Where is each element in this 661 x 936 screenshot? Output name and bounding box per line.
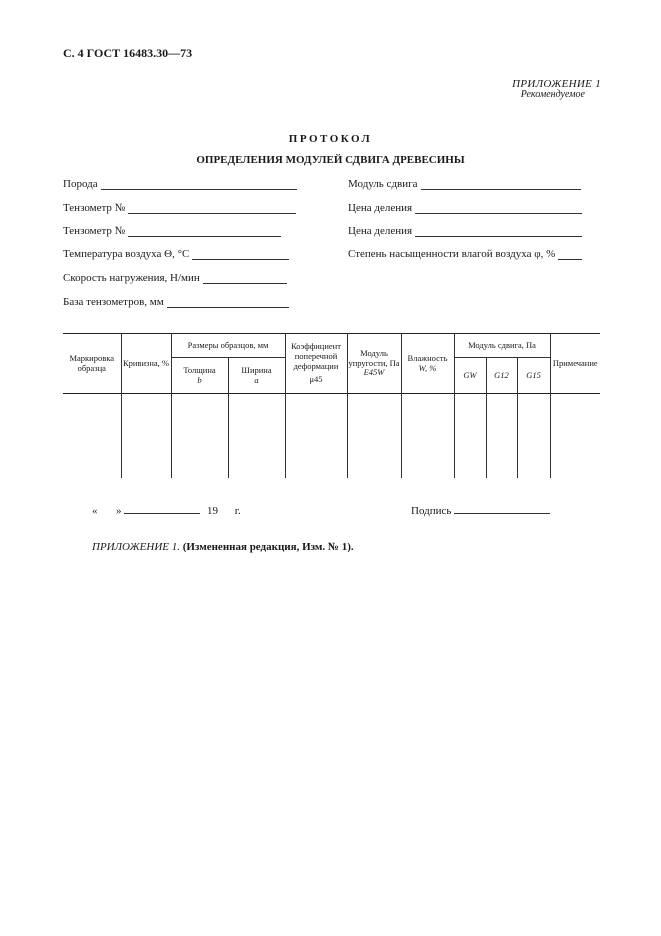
col-sizes: Размеры образцов, мм <box>171 334 285 358</box>
field-tensometer-base <box>63 296 289 308</box>
protocol-title: ПРОТОКОЛ <box>288 133 373 145</box>
col-poisson-label: Коэффициент поперечной деформации <box>291 340 341 371</box>
col-elastic <box>347 334 401 394</box>
cell-g15[interactable] <box>517 394 550 479</box>
field-shear-modulus <box>348 178 581 190</box>
col-moisture-label: Влажность <box>407 352 448 363</box>
day-fill[interactable] <box>100 504 113 514</box>
col-moisture <box>401 334 454 394</box>
fill-line[interactable] <box>415 225 582 237</box>
fill-line[interactable] <box>101 178 297 190</box>
col-moisture-symbol: W, % <box>418 362 437 373</box>
signature-fill[interactable] <box>454 503 550 514</box>
field-label: Цена деления <box>348 202 413 214</box>
field-label: Порода <box>63 178 98 190</box>
field-division-value-1 <box>348 202 582 214</box>
cell-note[interactable] <box>550 394 600 479</box>
signature-label: Подпись <box>411 505 452 517</box>
cell-elastic[interactable] <box>347 394 401 479</box>
protocol-subtitle: ОПРЕДЕЛЕНИЯ МОДУЛЕЙ СДВИГА ДРЕВЕСИНЫ <box>196 154 465 166</box>
date-line <box>92 503 241 517</box>
col-shear: Модуль сдвига, Па <box>454 334 550 358</box>
quote-close: » <box>116 505 122 517</box>
col-note: Примечание <box>550 334 600 394</box>
field-label: Тензометр № <box>63 202 126 214</box>
appendix-note: Рекомендуемое <box>520 89 585 100</box>
col-gw: GW <box>454 358 486 394</box>
appendix-label: ПРИЛОЖЕНИЕ 1 <box>512 78 601 90</box>
cell-curvature[interactable] <box>121 394 171 479</box>
quote-open: « <box>92 505 98 517</box>
year-prefix: 19 <box>207 505 218 517</box>
col-elastic-label: Модуль упругости, Па <box>348 347 400 368</box>
field-label: Скорость нагружения, Н/мин <box>63 272 200 284</box>
fill-line[interactable] <box>415 202 582 214</box>
cell-gw[interactable] <box>454 394 486 479</box>
col-poisson <box>285 334 347 394</box>
cell-poisson[interactable] <box>285 394 347 479</box>
page-header: С. 4 ГОСТ 16483.30—73 <box>63 46 193 60</box>
col-poisson-symbol: μ45 <box>309 374 323 385</box>
footnote-changed: (Измененная редакция, Изм. № 1). <box>182 541 354 553</box>
fill-line[interactable] <box>128 202 296 214</box>
col-width <box>228 358 285 394</box>
col-g15: G15 <box>517 358 550 394</box>
col-width-symbol: a <box>254 374 259 385</box>
field-loading-rate <box>63 272 287 284</box>
col-thickness-label: Толщина <box>183 364 216 375</box>
table-row <box>63 394 600 479</box>
col-g12: G12 <box>486 358 517 394</box>
field-label: Степень насыщенности влагой воздуха φ, % <box>348 248 556 260</box>
field-tensometer-1 <box>63 202 296 214</box>
footnote-appendix: ПРИЛОЖЕНИЕ 1. <box>92 541 180 553</box>
field-division-value-2 <box>348 225 582 237</box>
col-thickness-symbol: b <box>197 374 202 385</box>
cell-marking[interactable] <box>63 394 121 479</box>
fill-line[interactable] <box>203 272 287 284</box>
cell-thickness[interactable] <box>171 394 228 479</box>
col-marking: Маркировка образца <box>63 334 121 394</box>
field-air-temperature <box>63 248 289 260</box>
field-label: Тензометр № <box>63 225 126 237</box>
field-label: Модуль сдвига <box>348 178 418 190</box>
col-thickness <box>171 358 228 394</box>
fill-line[interactable] <box>167 296 289 308</box>
cell-width[interactable] <box>228 394 285 479</box>
fill-line[interactable] <box>421 178 581 190</box>
fill-line[interactable] <box>128 225 281 237</box>
fill-line[interactable] <box>558 248 582 260</box>
cell-moisture[interactable] <box>401 394 454 479</box>
col-curvature: Кривизна, % <box>121 334 171 394</box>
year-suffix: г. <box>234 505 241 517</box>
fill-line[interactable] <box>192 248 289 260</box>
col-width-label: Ширина <box>241 364 272 375</box>
col-elastic-symbol: E45W <box>363 367 385 378</box>
cell-g12[interactable] <box>486 394 517 479</box>
field-label: Температура воздуха Θ, °С <box>63 248 190 260</box>
protocol-table <box>63 333 600 478</box>
field-species <box>63 178 297 190</box>
signature-line <box>411 503 550 517</box>
field-label: База тензометров, мм <box>63 296 164 308</box>
field-tensometer-2 <box>63 225 281 237</box>
month-fill[interactable] <box>124 503 200 514</box>
field-air-saturation <box>348 248 582 260</box>
field-label: Цена деления <box>348 225 413 237</box>
footnote <box>92 541 354 553</box>
